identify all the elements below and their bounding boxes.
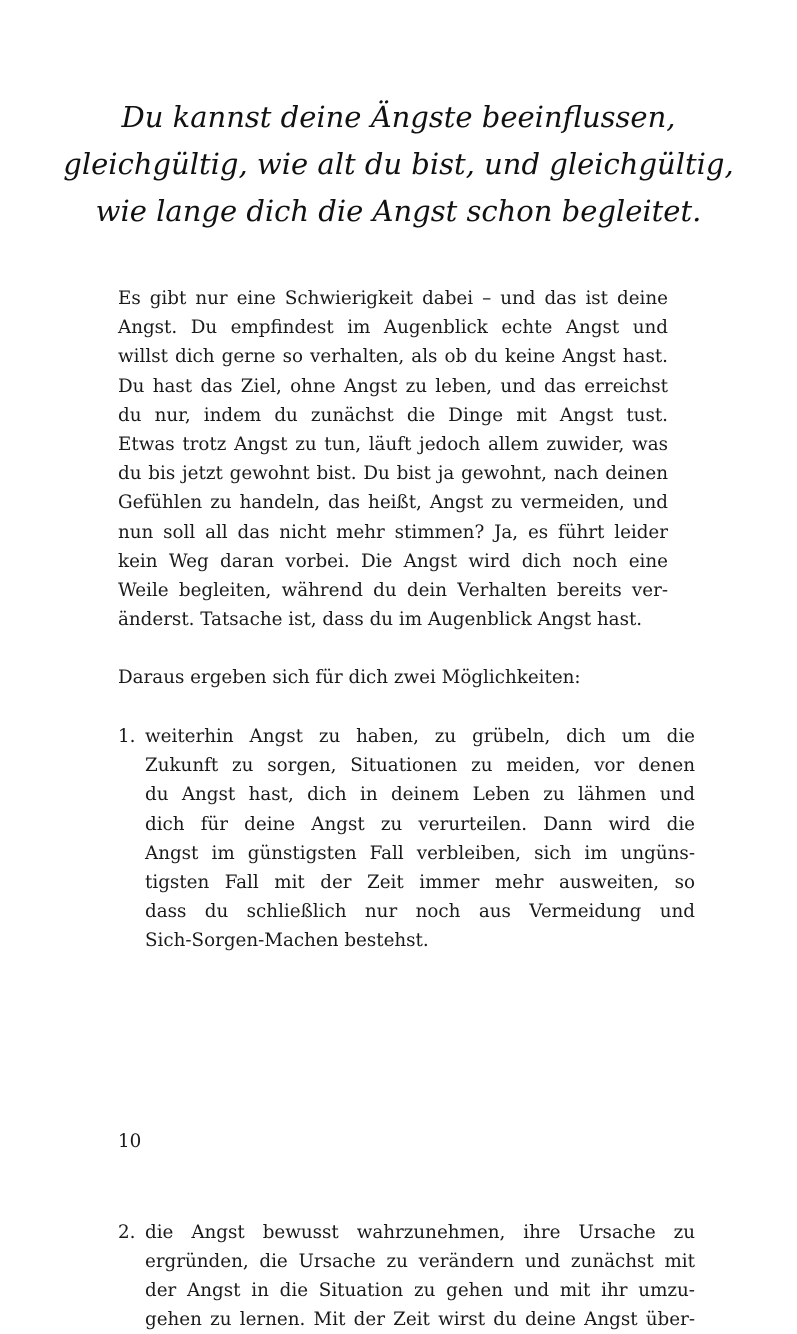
text-line: nun soll all das nicht mehr stimmen? Ja, es führt leider: [118, 518, 668, 547]
text-line: Zukunft zu sorgen, Situationen zu meiden, vor denen: [145, 751, 695, 780]
text-line: ergründen, die Ursache zu verändern und zunächst mit: [145, 1247, 695, 1276]
text-line: Sich-Sorgen-Machen bestehst.: [145, 926, 695, 955]
text-line: willst dich gerne so verhalten, als ob du keine Angst hast.: [118, 342, 668, 371]
text-line: Gefühlen zu handeln, das heißt, Angst zu vermeiden, und: [118, 488, 668, 517]
body-paragraph: [118, 284, 668, 634]
list-number: 1.: [118, 722, 135, 751]
body-paragraph: [118, 663, 668, 692]
text-line: du bis jetzt gewohnt bist. Du bist ja gewohnt, nach deinen: [118, 459, 668, 488]
text-line: du Angst hast, dich in deinem Leben zu lähmen und: [145, 780, 695, 809]
text-line: tigsten Fall mit der Zeit immer mehr ausweiten, so: [145, 868, 695, 897]
list-number: 2.: [118, 1218, 135, 1247]
text-line: kein Weg daran vorbei. Die Angst wird dich noch eine: [118, 547, 668, 576]
text-line: Angst. Du empfindest im Augenblick echte Angst und: [118, 313, 668, 342]
list-item: [118, 722, 695, 956]
text-line: Angst im günstigsten Fall verbleiben, sich im ungüns-: [145, 839, 695, 868]
text-line: Du kannst deine Ängste beeinflussen,: [0, 94, 797, 141]
text-line: wie lange dich die Angst schon begleitet.: [0, 188, 797, 235]
list-item: [118, 1218, 695, 1334]
text-line: gehen zu lernen. Mit der Zeit wirst du deine Angst über-: [145, 1305, 695, 1334]
text-line: Daraus ergeben sich für dich zwei Möglichkeiten:: [118, 663, 668, 692]
text-line: dich für deine Angst zu verurteilen. Dann wird die: [145, 810, 695, 839]
page-number: 10: [118, 1127, 141, 1156]
text-line: du nur, indem du zunächst die Dinge mit Angst tust.: [118, 401, 668, 430]
text-line: gleichgültig, wie alt du bist, und gleichgültig,: [0, 141, 797, 188]
text-line: Weile begleiten, während du dein Verhalten bereits ver-: [118, 576, 668, 605]
text-line: die Angst bewusst wahrzunehmen, ihre Ursache zu: [145, 1218, 695, 1247]
text-line: Etwas trotz Angst zu tun, läuft jedoch allem zuwider, was: [118, 430, 668, 459]
text-line: weiterhin Angst zu haben, zu grübeln, dich um die: [145, 722, 695, 751]
text-line: Du hast das Ziel, ohne Angst zu leben, und das erreichst: [118, 372, 668, 401]
text-line: Es gibt nur eine Schwierigkeit dabei – und das ist deine: [118, 284, 668, 313]
text-line: änderst. Tatsache ist, dass du im Augenblick Angst hast.: [118, 605, 668, 634]
text-line: der Angst in die Situation zu gehen und mit ihr umzu-: [145, 1276, 695, 1305]
handwritten-quote: [0, 94, 797, 235]
text-line: dass du schließlich nur noch aus Vermeidung und: [145, 897, 695, 926]
